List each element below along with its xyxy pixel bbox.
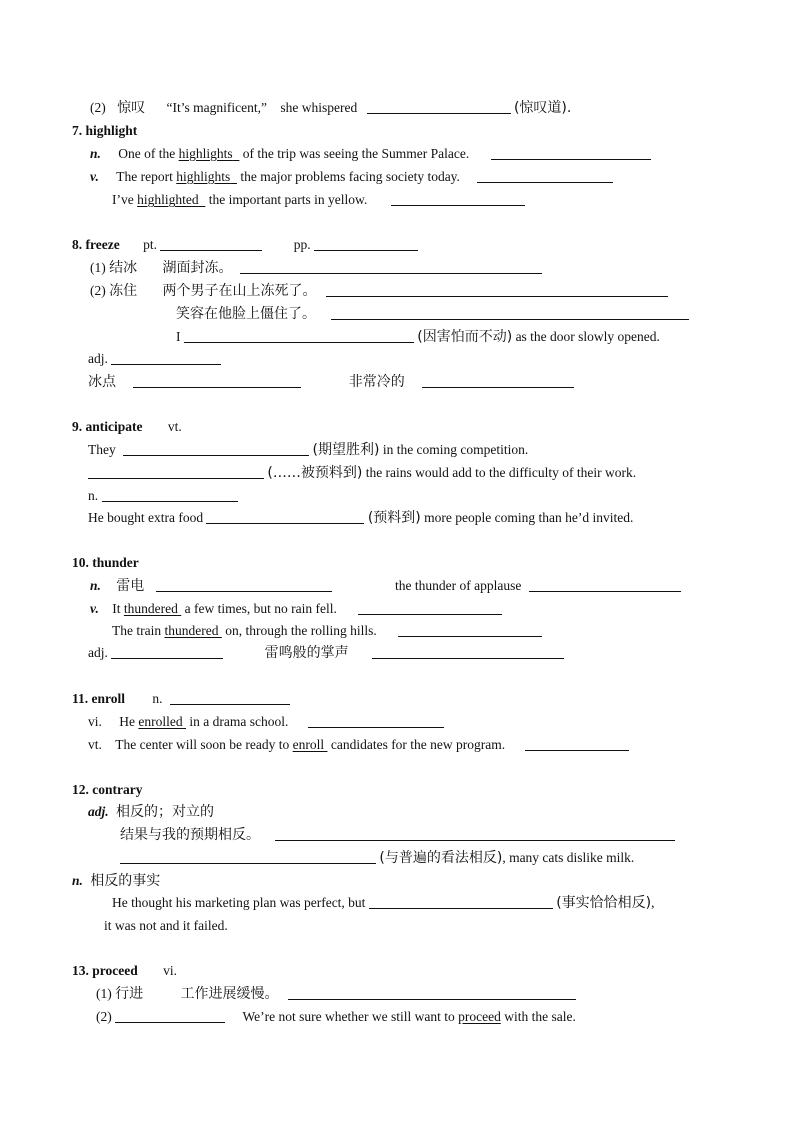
sentence-line — [96, 1007, 576, 1027]
underlined-word: enroll — [292, 737, 325, 752]
vocab-line — [88, 372, 574, 392]
answer-blank[interactable] — [240, 259, 542, 274]
sentence-line — [90, 167, 613, 187]
sentence-line — [90, 599, 502, 619]
underlined-word: highlights — [178, 146, 233, 161]
answer-blank[interactable] — [88, 464, 264, 479]
answer-blank[interactable] — [111, 350, 221, 365]
answer-blank[interactable] — [120, 849, 376, 864]
part-of-speech: n. — [72, 873, 83, 888]
sentence-text: We’re not sure whether we still want to — [242, 1009, 455, 1024]
hint-note: (惊叹道). — [513, 100, 572, 116]
hint-note: (事实恰恰相反) — [556, 895, 652, 911]
chinese-meaning: 相反的事实 — [90, 873, 161, 889]
exclaim-line — [90, 98, 571, 118]
answer-blank[interactable] — [115, 1008, 225, 1023]
part-of-speech: adj. — [88, 645, 108, 660]
word-header-anticipate — [72, 417, 182, 437]
answer-blank[interactable] — [358, 600, 502, 615]
part-of-speech: n. — [90, 578, 101, 593]
chinese-meaning: 雷电 — [116, 578, 145, 594]
part-of-speech: n. — [152, 691, 163, 706]
sentence-text: as the door slowly opened. — [515, 329, 660, 344]
part-of-speech: adj. — [88, 804, 109, 819]
sentence-text: I’ve — [112, 192, 134, 207]
word-heading: 11. enroll — [72, 691, 126, 706]
sentence-line — [112, 621, 542, 641]
part-of-speech: vi. — [163, 963, 178, 978]
sentence-line — [88, 440, 528, 460]
sentence-line — [88, 735, 629, 755]
underlined-word: enrolled — [138, 714, 183, 729]
chinese-meaning: 雷鸣般的掌声 — [264, 645, 349, 661]
quote-text: “It’s magnificent,” — [166, 100, 267, 115]
underlined-word: thundered — [164, 623, 219, 638]
underlined-word: highlights — [176, 169, 231, 184]
noun-line — [88, 486, 238, 506]
sense-line — [96, 984, 576, 1004]
chinese-meaning: 冻住 — [109, 283, 138, 299]
answer-blank[interactable] — [491, 145, 651, 160]
chinese-meaning: 非常冷的 — [348, 374, 405, 390]
sentence-text: The report — [116, 169, 173, 184]
sentence-text: more people coming than he’d invited. — [424, 510, 634, 525]
answer-blank[interactable] — [102, 487, 238, 502]
sentence-text: They — [88, 442, 116, 457]
answer-blank[interactable] — [391, 191, 525, 206]
sentence-line — [88, 463, 636, 483]
chinese-meaning: 惊叹 — [117, 100, 146, 116]
item-number: (2) — [90, 100, 106, 115]
sentence-text: in the coming competition. — [382, 442, 529, 457]
hint-note: (……被预料到) — [267, 465, 363, 481]
sense-line — [90, 281, 668, 301]
answer-blank[interactable] — [369, 894, 553, 909]
answer-blank[interactable] — [422, 373, 574, 388]
item-number: (2) — [96, 1009, 112, 1024]
sentence-text: , — [651, 895, 655, 910]
sentence-text: the thunder of applause — [395, 578, 522, 593]
sentence-text: candidates for the new program. — [330, 737, 506, 752]
sentence-line — [90, 144, 651, 164]
answer-blank[interactable] — [156, 577, 332, 592]
part-of-speech: n. — [88, 488, 99, 503]
item-number: (2) — [90, 283, 106, 298]
chinese-example: 工作进展缓慢。 — [180, 986, 279, 1002]
sentence-text: she whispered — [280, 100, 358, 115]
underlined-word: proceed — [458, 1009, 501, 1024]
answer-blank[interactable] — [314, 236, 418, 251]
sentence-text: He — [119, 714, 136, 729]
answer-blank[interactable] — [275, 826, 675, 841]
adj-line — [88, 643, 564, 663]
form-label: pt. — [143, 237, 157, 252]
answer-blank[interactable] — [308, 713, 444, 728]
word-header-enroll — [72, 689, 290, 709]
sentence-text: It — [112, 601, 121, 616]
item-number: (1) — [96, 986, 112, 1001]
part-of-speech: v. — [90, 169, 99, 184]
chinese-meaning: 结冰 — [109, 260, 138, 276]
chinese-example: 笑容在他脸上僵住了。 — [176, 306, 316, 322]
word-heading-contrary: 12. contrary — [72, 782, 143, 797]
sense-line — [88, 802, 214, 822]
part-of-speech: vt. — [88, 737, 102, 752]
sense-line — [120, 825, 675, 845]
sentence-text: I — [176, 329, 181, 344]
sentence-text: the important parts in yellow. — [208, 192, 368, 207]
underlined-word: thundered — [123, 601, 178, 616]
hint-note: (与普遍的看法相反) — [379, 850, 503, 866]
sentence-text: The center will soon be ready to — [115, 737, 290, 752]
item-number: (1) — [90, 260, 106, 275]
chinese-example: 两个男子在山上冻死了。 — [162, 283, 317, 299]
sentence-line: it was not and it failed. — [104, 918, 228, 933]
hint-note: (因害怕而不动) — [417, 329, 513, 345]
word-heading: 9. anticipate — [72, 419, 143, 434]
part-of-speech: n. — [90, 146, 101, 161]
chinese-example: 湖面封冻。 — [162, 260, 233, 276]
sentence-text: The train — [112, 623, 162, 638]
underlined-word: highlighted — [137, 192, 199, 207]
adj-line — [88, 349, 221, 369]
sentence-text: He thought his marketing plan was perfect, but — [112, 895, 366, 910]
word-heading: 8. freeze — [72, 237, 120, 252]
sentence-text: the rains would add to the difficulty of their work. — [365, 465, 637, 480]
sentence-line — [176, 327, 660, 347]
sentence-text: a few times, but no rain fell. — [184, 601, 337, 616]
sense-line — [72, 871, 160, 891]
sense-line — [176, 304, 689, 324]
part-of-speech: vi. — [88, 714, 102, 729]
sentence-text: , many cats dislike milk. — [502, 850, 635, 865]
sentence-text: of the trip was seeing the Summer Palace. — [242, 146, 470, 161]
part-of-speech: v. — [90, 601, 99, 616]
answer-blank[interactable] — [288, 985, 576, 1000]
chinese-meaning: 相反的；对立的 — [116, 804, 215, 820]
answer-blank[interactable] — [206, 509, 364, 524]
answer-blank[interactable] — [367, 99, 511, 114]
answer-blank[interactable] — [525, 736, 629, 751]
answer-blank[interactable] — [133, 373, 301, 388]
answer-blank[interactable] — [372, 644, 564, 659]
sentence-line — [112, 893, 655, 913]
answer-blank[interactable] — [331, 305, 689, 320]
answer-blank[interactable] — [184, 328, 414, 343]
sense-line — [90, 258, 542, 278]
sentence-text: on, through the rolling hills. — [225, 623, 377, 638]
word-heading: 13. proceed — [72, 963, 138, 978]
hint-note: (期望胜利) — [312, 442, 380, 458]
sentence-text: the major problems facing society today. — [240, 169, 460, 184]
word-header-freeze — [72, 235, 418, 255]
sentence-line — [88, 712, 444, 732]
sentence-line — [112, 190, 525, 210]
word-heading-highlight: 7. highlight — [72, 123, 138, 138]
answer-blank[interactable] — [160, 236, 262, 251]
answer-blank[interactable] — [111, 644, 223, 659]
word-header-proceed — [72, 961, 177, 981]
answer-blank[interactable] — [170, 690, 290, 705]
sense-line — [90, 576, 681, 596]
part-of-speech: adj. — [88, 351, 108, 366]
answer-blank[interactable] — [326, 282, 668, 297]
answer-blank[interactable] — [123, 441, 309, 456]
sentence-line — [120, 848, 634, 868]
sentence-text: with the sale. — [504, 1009, 576, 1024]
hint-note: (预料到) — [367, 510, 421, 526]
part-of-speech: vt. — [167, 419, 182, 434]
answer-blank[interactable] — [398, 622, 542, 637]
chinese-meaning: 行进 — [115, 986, 144, 1002]
answer-blank[interactable] — [529, 577, 681, 592]
answer-blank[interactable] — [477, 168, 613, 183]
sentence-line — [88, 508, 633, 528]
form-label: pp. — [293, 237, 311, 252]
sentence-text: He bought extra food — [88, 510, 204, 525]
word-heading-thunder: 10. thunder — [72, 555, 139, 570]
sentence-text: One of the — [118, 146, 176, 161]
sentence-text: in a drama school. — [189, 714, 289, 729]
chinese-example: 结果与我的预期相反。 — [120, 827, 260, 843]
chinese-meaning: 冰点 — [88, 374, 116, 390]
